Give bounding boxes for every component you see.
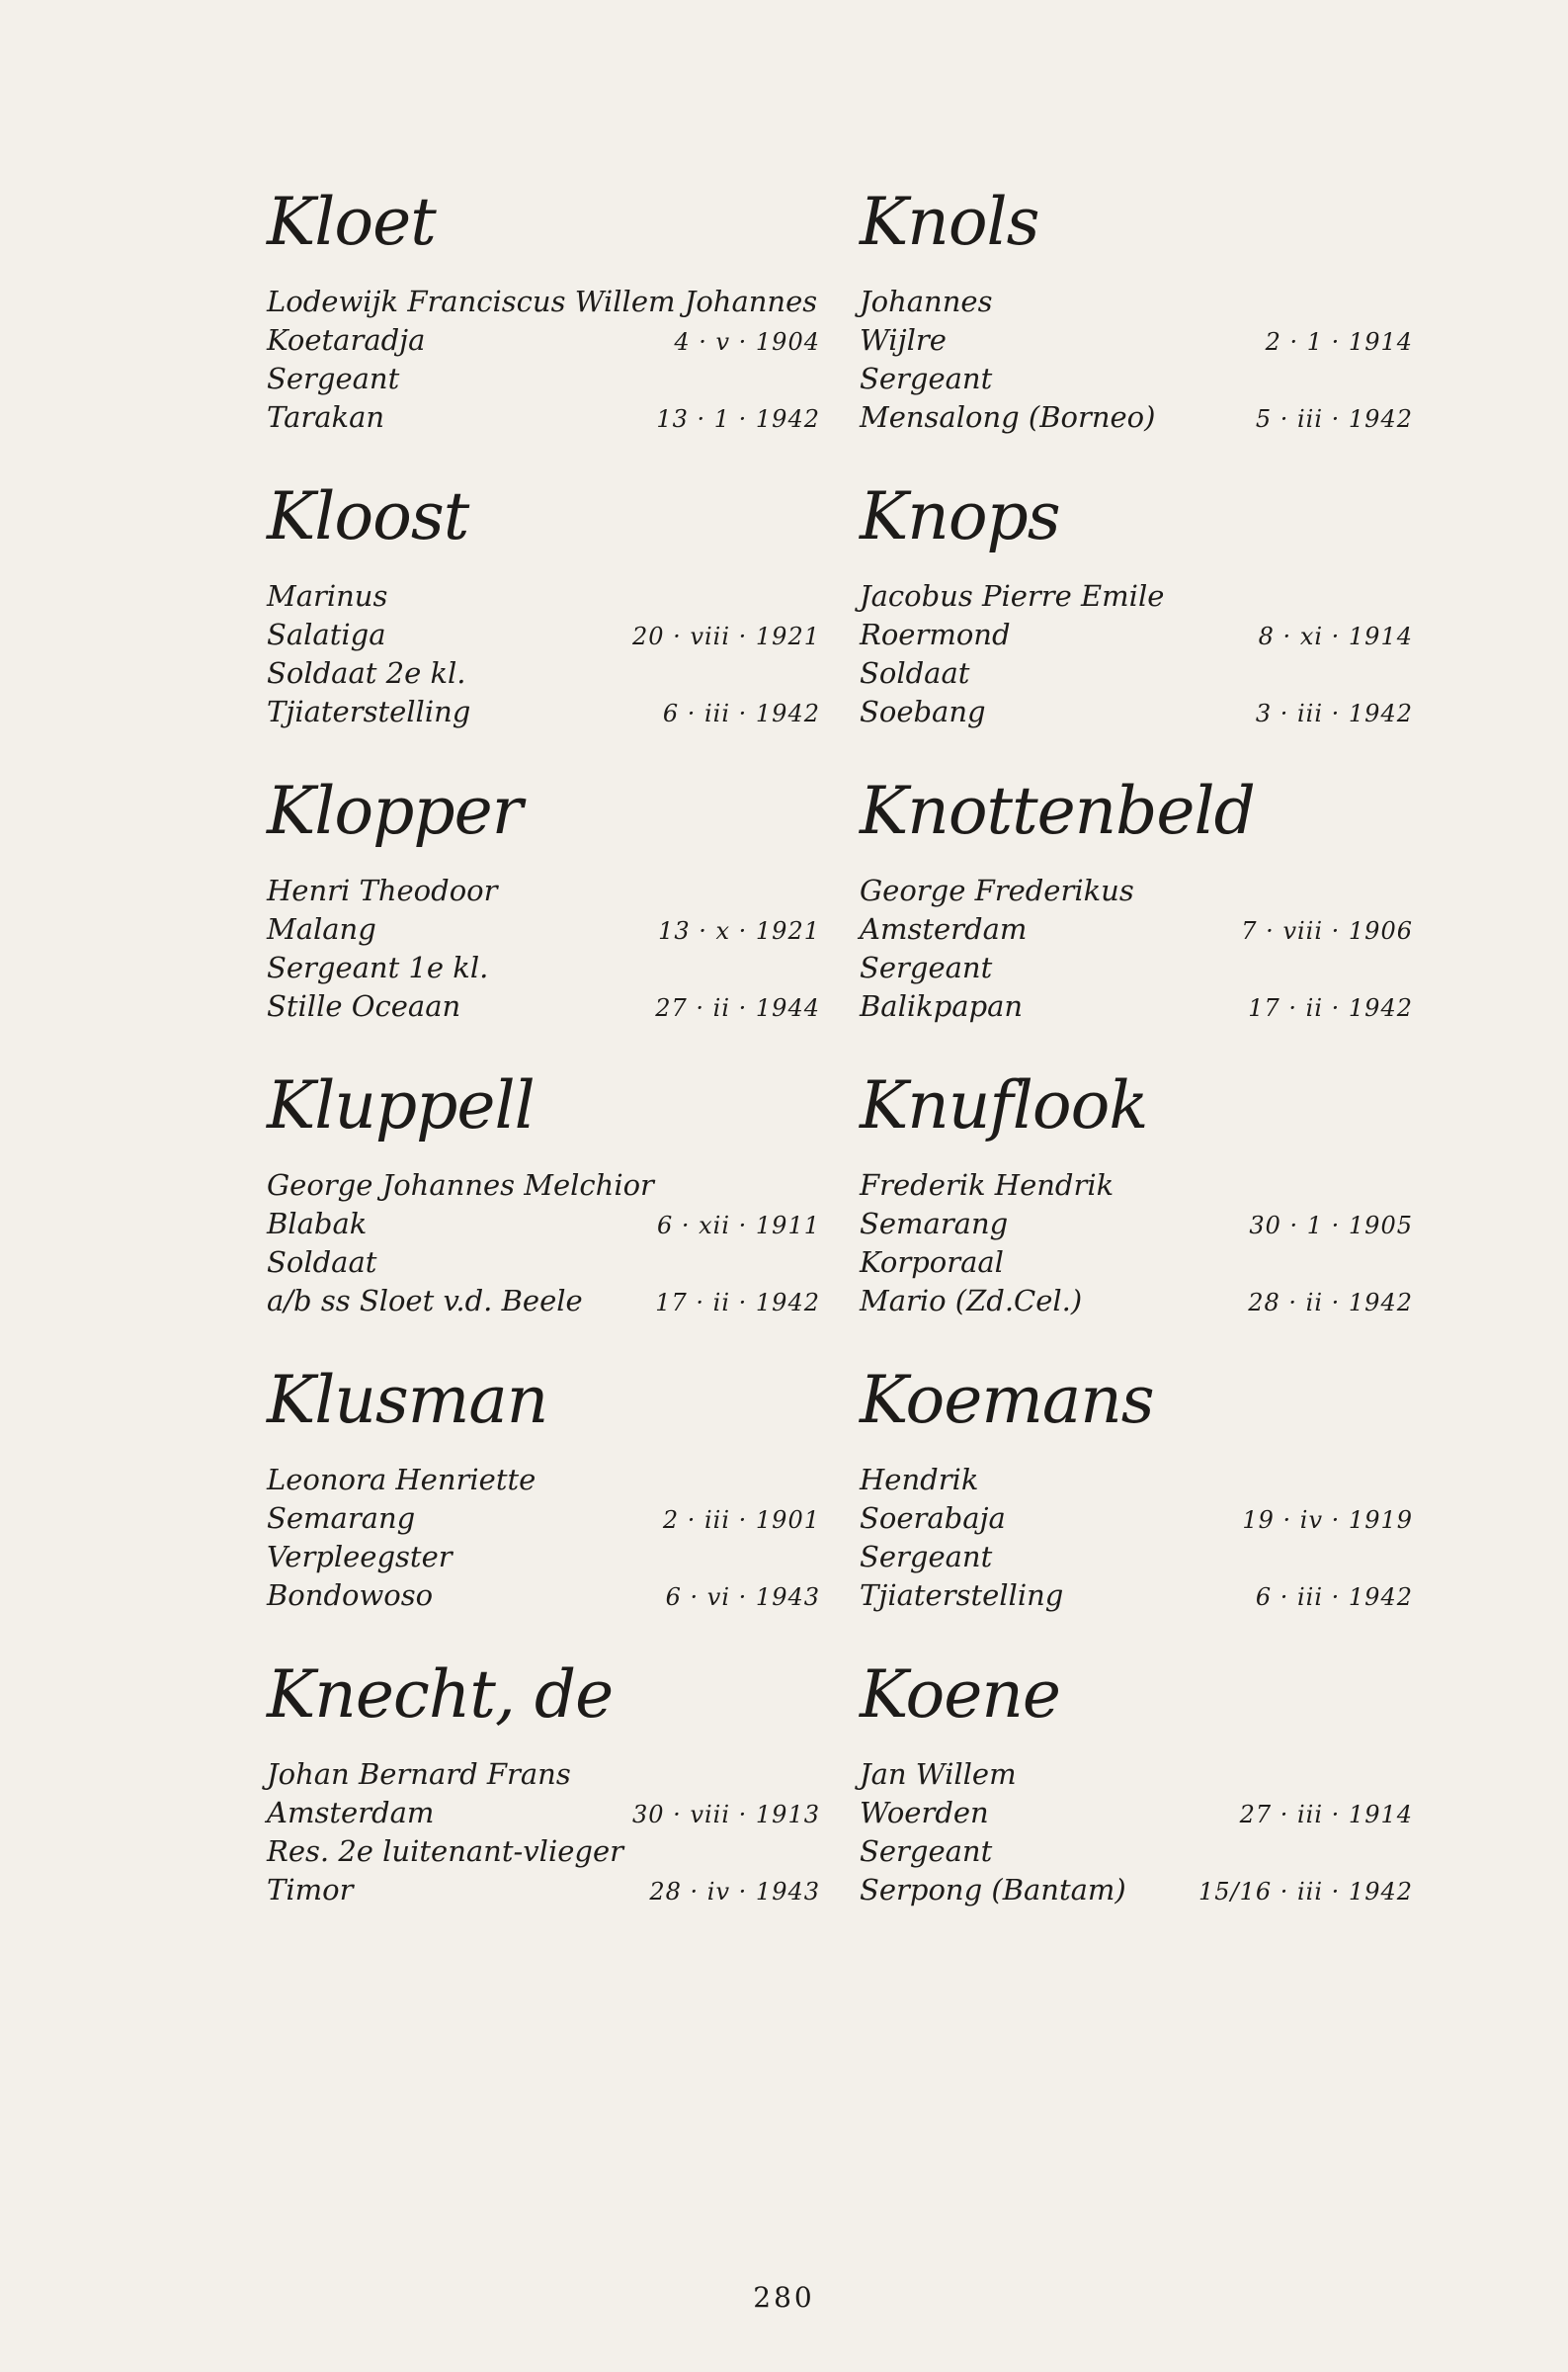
birth-date: 6 · xii · 1911 bbox=[656, 1212, 820, 1239]
rank-line bbox=[860, 656, 1413, 695]
death-place: Balikpapan bbox=[860, 989, 1024, 1023]
death-date: 27 · ii · 1944 bbox=[655, 994, 820, 1022]
death-date: 3 · iii · 1942 bbox=[1255, 700, 1413, 727]
surname: Kloet bbox=[267, 184, 436, 260]
rank: Korporaal bbox=[860, 1245, 1004, 1279]
death-date: 17 · ii · 1942 bbox=[655, 1289, 820, 1316]
given-names: Marinus bbox=[267, 579, 388, 613]
death-place: Tjiaterstelling bbox=[267, 695, 471, 728]
surname: Koene bbox=[860, 1656, 1060, 1733]
rank-line bbox=[860, 1540, 1413, 1578]
birth-date: 13 · x · 1921 bbox=[658, 917, 820, 945]
death-date: 6 · iii · 1942 bbox=[1255, 1583, 1413, 1611]
birth-date: 30 · 1 · 1905 bbox=[1249, 1212, 1413, 1239]
death-place: Tarakan bbox=[267, 400, 385, 434]
birth-line bbox=[267, 912, 820, 951]
rank-line bbox=[860, 1834, 1413, 1873]
birthplace: Amsterdam bbox=[860, 912, 1028, 946]
given-names: Jacobus Pierre Emile bbox=[860, 579, 1165, 613]
rank: Sergeant bbox=[860, 1540, 993, 1573]
birth-date: 7 · viii · 1906 bbox=[1241, 917, 1413, 945]
death-date: 17 · ii · 1942 bbox=[1248, 994, 1413, 1022]
given-names: Henri Theodoor bbox=[267, 874, 498, 907]
death-date: 28 · iv · 1943 bbox=[649, 1878, 820, 1906]
given-names-line bbox=[860, 1757, 1413, 1796]
given-names-line bbox=[267, 579, 820, 618]
rank-line bbox=[267, 1245, 820, 1284]
given-names-line bbox=[860, 579, 1413, 618]
death-line bbox=[860, 400, 1413, 439]
birth-line bbox=[860, 1207, 1413, 1245]
rank: Sergeant bbox=[267, 362, 400, 395]
birth-line bbox=[860, 1796, 1413, 1834]
given-names: Lodewijk Franciscus Willem Johannes bbox=[267, 285, 818, 318]
given-names-line bbox=[860, 285, 1413, 323]
rank-line bbox=[267, 1540, 820, 1578]
birth-date: 2 · iii · 1901 bbox=[662, 1506, 820, 1534]
death-line bbox=[267, 1578, 820, 1617]
entry-kluppell bbox=[267, 1061, 820, 1356]
birthplace: Malang bbox=[267, 912, 376, 946]
rank: Soldaat bbox=[860, 656, 970, 690]
entry-koemans bbox=[860, 1356, 1413, 1651]
birthplace: Salatiga bbox=[267, 618, 386, 651]
death-place: Timor bbox=[267, 1873, 354, 1906]
death-place: Soebang bbox=[860, 695, 986, 728]
birthplace: Soerabaja bbox=[860, 1501, 1006, 1535]
death-line bbox=[267, 400, 820, 439]
given-names: George Johannes Melchior bbox=[267, 1168, 654, 1202]
surname: Knops bbox=[860, 478, 1060, 554]
death-date: 28 · ii · 1942 bbox=[1248, 1289, 1413, 1316]
death-place: Tjiaterstelling bbox=[860, 1578, 1064, 1612]
birth-date: 2 · 1 · 1914 bbox=[1265, 328, 1413, 356]
given-names-line bbox=[267, 874, 820, 912]
death-line bbox=[267, 1873, 820, 1911]
death-line bbox=[860, 695, 1413, 733]
given-names: Hendrik bbox=[860, 1463, 979, 1496]
given-names: Frederik Hendrik bbox=[860, 1168, 1114, 1202]
birth-date: 30 · viii · 1913 bbox=[632, 1801, 820, 1828]
surname: Knottenbeld bbox=[860, 773, 1255, 849]
surname: Knols bbox=[860, 184, 1039, 260]
surname: Klopper bbox=[267, 773, 523, 849]
death-line bbox=[860, 1284, 1413, 1322]
death-line bbox=[860, 1578, 1413, 1617]
death-line bbox=[860, 1873, 1413, 1911]
birthplace: Roermond bbox=[860, 618, 1011, 651]
death-place: Stille Oceaan bbox=[267, 989, 461, 1023]
rank-line bbox=[267, 362, 820, 400]
entry-klusman bbox=[267, 1356, 820, 1651]
surname: Knuflook bbox=[860, 1067, 1148, 1144]
death-line bbox=[267, 695, 820, 733]
death-place: Mario (Zd.Cel.) bbox=[860, 1284, 1083, 1317]
death-line bbox=[860, 989, 1413, 1028]
birth-date: 19 · iv · 1919 bbox=[1242, 1506, 1413, 1534]
entry-koene bbox=[860, 1651, 1413, 1945]
entry-knecht-de bbox=[267, 1651, 820, 1945]
entry-kloet bbox=[267, 178, 820, 472]
given-names: Jan Willem bbox=[860, 1757, 1017, 1791]
birth-date: 4 · v · 1904 bbox=[674, 328, 820, 356]
death-place: Serpong (Bantam) bbox=[860, 1873, 1126, 1906]
birthplace: Wijlre bbox=[860, 323, 947, 357]
entry-knuflook bbox=[860, 1061, 1413, 1356]
birth-date: 27 · iii · 1914 bbox=[1239, 1801, 1413, 1828]
birth-line bbox=[860, 912, 1413, 951]
rank: Res. 2e luitenant-vlieger bbox=[267, 1834, 623, 1868]
surname: Klusman bbox=[267, 1362, 548, 1438]
entry-kloost bbox=[267, 472, 820, 767]
rank-line bbox=[860, 1245, 1413, 1284]
rank: Soldaat bbox=[267, 1245, 377, 1279]
given-names-line bbox=[267, 1757, 820, 1796]
surname: Knecht, de bbox=[267, 1656, 614, 1733]
surname: Kluppell bbox=[267, 1067, 535, 1144]
birth-line bbox=[860, 323, 1413, 362]
surname: Koemans bbox=[860, 1362, 1154, 1438]
given-names-line bbox=[267, 1168, 820, 1207]
birth-line bbox=[267, 618, 820, 656]
given-names: George Frederikus bbox=[860, 874, 1134, 907]
birth-line bbox=[860, 618, 1413, 656]
birthplace: Semarang bbox=[860, 1207, 1009, 1240]
death-date: 13 · 1 · 1942 bbox=[656, 405, 820, 433]
birthplace: Blabak bbox=[267, 1207, 368, 1240]
given-names-line bbox=[860, 874, 1413, 912]
rank-line bbox=[860, 362, 1413, 400]
given-names-line bbox=[267, 1463, 820, 1501]
rank-line bbox=[267, 656, 820, 695]
birthplace: Amsterdam bbox=[267, 1796, 435, 1829]
birthplace: Semarang bbox=[267, 1501, 416, 1535]
rank: Soldaat 2e kl. bbox=[267, 656, 466, 690]
birthplace: Woerden bbox=[860, 1796, 989, 1829]
death-date: 6 · iii · 1942 bbox=[662, 700, 820, 727]
birth-line bbox=[267, 1207, 820, 1245]
rank: Verpleegster bbox=[267, 1540, 453, 1573]
birth-line bbox=[860, 1501, 1413, 1540]
death-date: 6 · vi · 1943 bbox=[665, 1583, 820, 1611]
birth-line bbox=[267, 323, 820, 362]
death-date: 15/16 · iii · 1942 bbox=[1197, 1878, 1413, 1906]
rank-line bbox=[860, 951, 1413, 989]
rank: Sergeant bbox=[860, 951, 993, 984]
death-place: Mensalong (Borneo) bbox=[860, 400, 1156, 434]
page-number: 280 bbox=[753, 2281, 815, 2314]
surname: Kloost bbox=[267, 478, 469, 554]
birth-date: 20 · viii · 1921 bbox=[632, 623, 820, 650]
rank: Sergeant 1e kl. bbox=[267, 951, 489, 984]
birthplace: Koetaradja bbox=[267, 323, 426, 357]
given-names-line bbox=[860, 1463, 1413, 1501]
death-date: 5 · iii · 1942 bbox=[1255, 405, 1413, 433]
given-names-line bbox=[860, 1168, 1413, 1207]
given-names: Leonora Henriette bbox=[267, 1463, 536, 1496]
given-names: Johan Bernard Frans bbox=[267, 1757, 571, 1791]
entry-knops bbox=[860, 472, 1413, 767]
death-line bbox=[267, 1284, 820, 1322]
given-names: Johannes bbox=[860, 285, 993, 318]
given-names-line bbox=[267, 285, 820, 323]
rank: Sergeant bbox=[860, 1834, 993, 1868]
right-column bbox=[860, 178, 1413, 1945]
left-column bbox=[267, 178, 820, 1945]
birth-date: 8 · xi · 1914 bbox=[1258, 623, 1413, 650]
entry-klopper bbox=[267, 767, 820, 1061]
entry-knottenbeld bbox=[860, 767, 1413, 1061]
rank-line bbox=[267, 951, 820, 989]
rank-line bbox=[267, 1834, 820, 1873]
birth-line bbox=[267, 1501, 820, 1540]
rank: Sergeant bbox=[860, 362, 993, 395]
birth-line bbox=[267, 1796, 820, 1834]
entry-knols bbox=[860, 178, 1413, 472]
death-line bbox=[267, 989, 820, 1028]
death-place: a/b ss Sloet v.d. Beele bbox=[267, 1284, 583, 1317]
death-place: Bondowoso bbox=[267, 1578, 434, 1612]
